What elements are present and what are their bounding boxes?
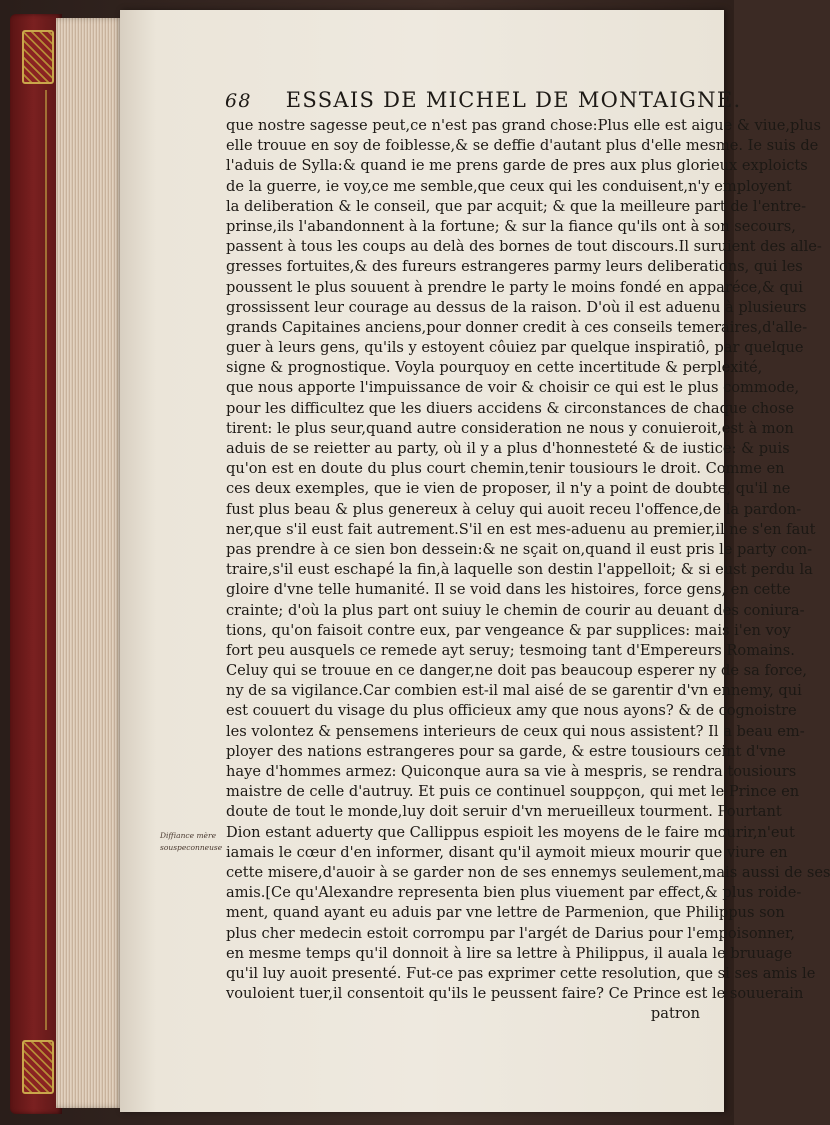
text-line: ny de sa vigilance.Car combien est-il mal aisé de se garentir d'vn ennemy, qui (226, 682, 802, 700)
text-line: ment, quand ayant eu aduis par vne lettre de Parmenion, que Philippus son (226, 904, 785, 922)
text-line: signe & prognostique. Voyla pourquoy en cette incertitude & perplexité, (226, 359, 763, 377)
text-line: que nostre sagesse peut,ce n'est pas grand chose:Plus elle est aigue & viue,plus (226, 117, 821, 134)
text-line: poussent le plus souuent à prendre le party le moins fondé en apparéce,& qui (226, 278, 803, 296)
text-line: maistre de celle d'autruy. Et puis ce continuel souppçon, qui met le Prince en (226, 783, 800, 801)
text-line: les volontez & pensemens interieurs de ceux qui nous assistent? Il a beau em- (226, 722, 805, 740)
text-line: crainte; d'où la plus part ont suiuy le chemin de courir au deuant des coniura- (226, 601, 805, 619)
text-line: passent à tous les coups au delà des bornes de tout discours.Il suruient des alle- (226, 238, 822, 256)
book-cover-binding (10, 14, 62, 1114)
text-line: que nous apporte l'impuissance de voir & choisir ce qui est le plus commode, (226, 379, 800, 397)
text-line: en mesme temps qu'il donnoit à lire sa lettre à Philippus, il auala le bruuage (226, 944, 793, 962)
text-line: ployer des nations estrangeres pour sa garde, & estre tousiours ceint d'vne (226, 742, 786, 760)
text-line: grossissent leur courage au dessus de la raison. D'où il est aduenu à plusieurs (226, 298, 807, 316)
text-line: plus cher medecin estoit corrompu par l'argét de Darius pour l'empoisonner, (226, 924, 796, 942)
text-line: Dion estant aduerty que Callippus espioit les moyens de le faire mourir,n'eut (226, 823, 795, 841)
text-line: vouloient tuer,il consentoit qu'ils le peussent faire? Ce Prince est le souuerain (226, 985, 804, 1003)
text-line: guer à leurs gens, qu'ils y estoyent côuiez par quelque inspiratiô, par quelque (226, 339, 804, 357)
text-line: amis.[Ce qu'Alexandre representa bien plus viuement par effect,& plus roide- (226, 884, 802, 902)
marginal-note (160, 830, 234, 854)
text-line: tirent: le plus seur,quand autre consideration ne nous y conuieroit,est à mon (226, 419, 794, 437)
gilt-ornament-top (22, 30, 54, 84)
text-line: Celuy qui se trouue en ce danger,ne doit pas beaucoup esperer ny de sa force, (226, 662, 808, 680)
marginal-note-line: Diffiance mère (160, 831, 217, 840)
page-number: 68 (225, 90, 252, 112)
text-line: cette misere,d'auoir à se garder non de ses ennemys seulement,mais aussi de ses (226, 863, 830, 881)
text-line: patron (650, 1005, 700, 1023)
gilt-border-line (45, 90, 47, 1030)
text-line: elle trouue en soy de foiblesse,& se deffie d'autant plus d'elle mesme. Ie suis de (226, 137, 819, 155)
text-line: l'aduis de Sylla:& quand ie me prens garde de pres aux plus glorieux exploicts (226, 157, 808, 175)
text-line: traire,s'il eust eschapé la fin,à laquelle son destin l'appelloit; & si eust perdu la (226, 561, 813, 579)
page-edges-stack (56, 18, 122, 1108)
body-text (226, 116, 830, 1024)
text-line: pas prendre à ce sien bon dessein:& ne sçait on,quand il eust pris le party con- (226, 540, 813, 558)
text-line: la deliberation & le conseil, que par acquit; & que la meilleure part de l'entre- (226, 197, 807, 215)
text-line: est couuert du visage du plus officieux amy que nous ayons? & de cognoistre (226, 702, 797, 720)
text-line: pour les difficultez que les diuers accidens & circonstances de chaque chose (226, 399, 795, 417)
text-line: de la guerre, ie voy,ce me semble,que ceux qui les conduisent,n'y employent (226, 177, 792, 195)
text-line: aduis de se reietter au party, où il y a plus d'honnesteté & de iustice: & puis (226, 440, 790, 457)
text-line: tions, qu'on faisoit contre eux, par vengeance & par supplices: mais i'en voy (226, 621, 791, 639)
text-line: qu'il luy auoit presenté. Fut-ce pas exprimer cette resolution, que si ses amis le (226, 964, 816, 982)
text-line: fust plus beau & plus genereux à celuy qui auoit receu l'offence,de la pardon- (226, 500, 802, 518)
text-line: gresses fortuites,& des fureurs estrangeres parmy leurs deliberations, qui les (226, 258, 803, 276)
text-line: prinse,ils l'abandonnent à la fortune; & sur la fiance qu'ils ont à son secours, (226, 217, 796, 235)
marginal-note-line: souspeconneuse (160, 843, 223, 852)
text-line: doute de tout le monde,luy doit seruir d'vn merueilleux tourment. Pourtant (226, 803, 782, 821)
text-line: haye d'hommes armez: Quiconque aura sa vie à mespris, se rendra tousiours (226, 763, 797, 780)
text-line: iamais le cœur d'en informer, disant qu'il aymoit mieux mourir que viure en (226, 843, 788, 861)
text-line: qu'on est en doute du plus court chemin,tenir tousiours le droit. Comme en (226, 460, 785, 478)
text-line: fort peu ausquels ce remede ayt seruy; tesmoing tant d'Empereurs Romains. (226, 641, 795, 659)
running-head (225, 88, 742, 114)
gilt-ornament-bottom (22, 1040, 54, 1094)
text-line: ces deux exemples, que ie vien de proposer, il n'y a point de doubte, qu'il ne (226, 480, 791, 498)
text-line: gloire d'vne telle humanité. Il se void dans les histoires, force gens, en cette (226, 581, 791, 599)
text-line: ner,que s'il eust fait autrement.S'il en est mes-aduenu au premier,il ne s'en faut (226, 520, 816, 538)
text-line: grands Capitaines anciens,pour donner credit à ces conseils temeraires,d'alle- (226, 318, 808, 336)
running-head-title: ESSAIS DE MICHEL DE MONTAIGNE. (285, 88, 742, 112)
